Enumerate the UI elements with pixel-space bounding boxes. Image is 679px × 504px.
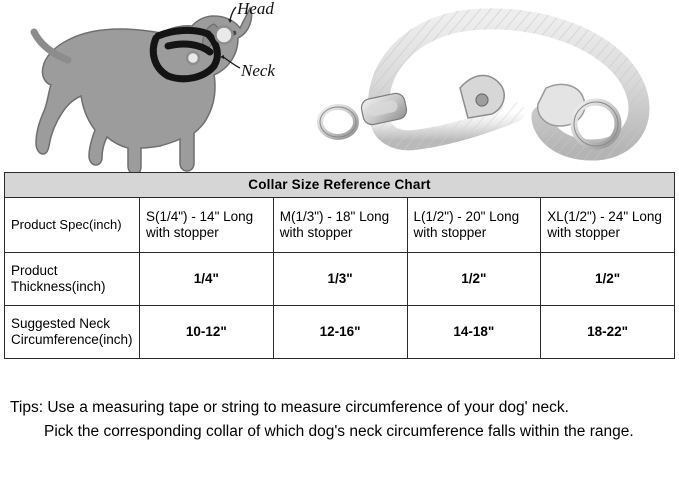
- cell-neck-l: 14-18": [407, 305, 541, 358]
- cell-neck-xl: 18-22": [541, 305, 675, 358]
- cell-thickness-l: 1/2": [407, 252, 541, 305]
- column-header-size-s: S(1/4") - 14" Long with stopper: [140, 197, 274, 252]
- column-header-size-m: M(1/3") - 18" Long with stopper: [273, 197, 407, 252]
- column-header-size-xl: XL(1/2") - 24" Long with stopper: [541, 197, 675, 252]
- cell-thickness-s: 1/4": [140, 252, 274, 305]
- table-title-row: [5, 173, 675, 198]
- tips-block: [10, 396, 668, 444]
- label-head: Head: [237, 0, 274, 18]
- tips-line-2: Pick the corresponding collar of which dog's neck circumference falls within the range.: [44, 423, 634, 441]
- cell-neck-m: 12-16": [273, 305, 407, 358]
- cell-thickness-xl: 1/2": [541, 252, 675, 305]
- table-row: [5, 252, 675, 305]
- row-label-neck-circumference: Suggested Neck Circumference(inch): [5, 305, 140, 358]
- row-label-thickness: Product Thickness(inch): [5, 252, 140, 305]
- column-header-size-l: L(1/2") - 20" Long with stopper: [407, 197, 541, 252]
- column-header-product-spec: Product Spec(inch): [5, 197, 140, 252]
- cell-neck-s: 10-12": [140, 305, 274, 358]
- d-ring-left: [320, 107, 356, 137]
- cell-thickness-m: 1/3": [273, 252, 407, 305]
- metal-crimp: [360, 92, 408, 127]
- illustration-row: [0, 0, 679, 172]
- label-neck: Neck: [241, 61, 275, 80]
- table-row: [5, 305, 675, 358]
- table-header-row: [5, 197, 675, 252]
- tips-line-1: Tips: Use a measuring tape or string to measure circumference of your dog' neck.: [10, 399, 569, 416]
- rope-slip-collar-photo: [310, 0, 675, 172]
- collar-size-reference-table: [4, 172, 675, 359]
- dog-wearing-collar-diagram: [8, 0, 308, 172]
- chart-title: Collar Size Reference Chart: [5, 173, 675, 198]
